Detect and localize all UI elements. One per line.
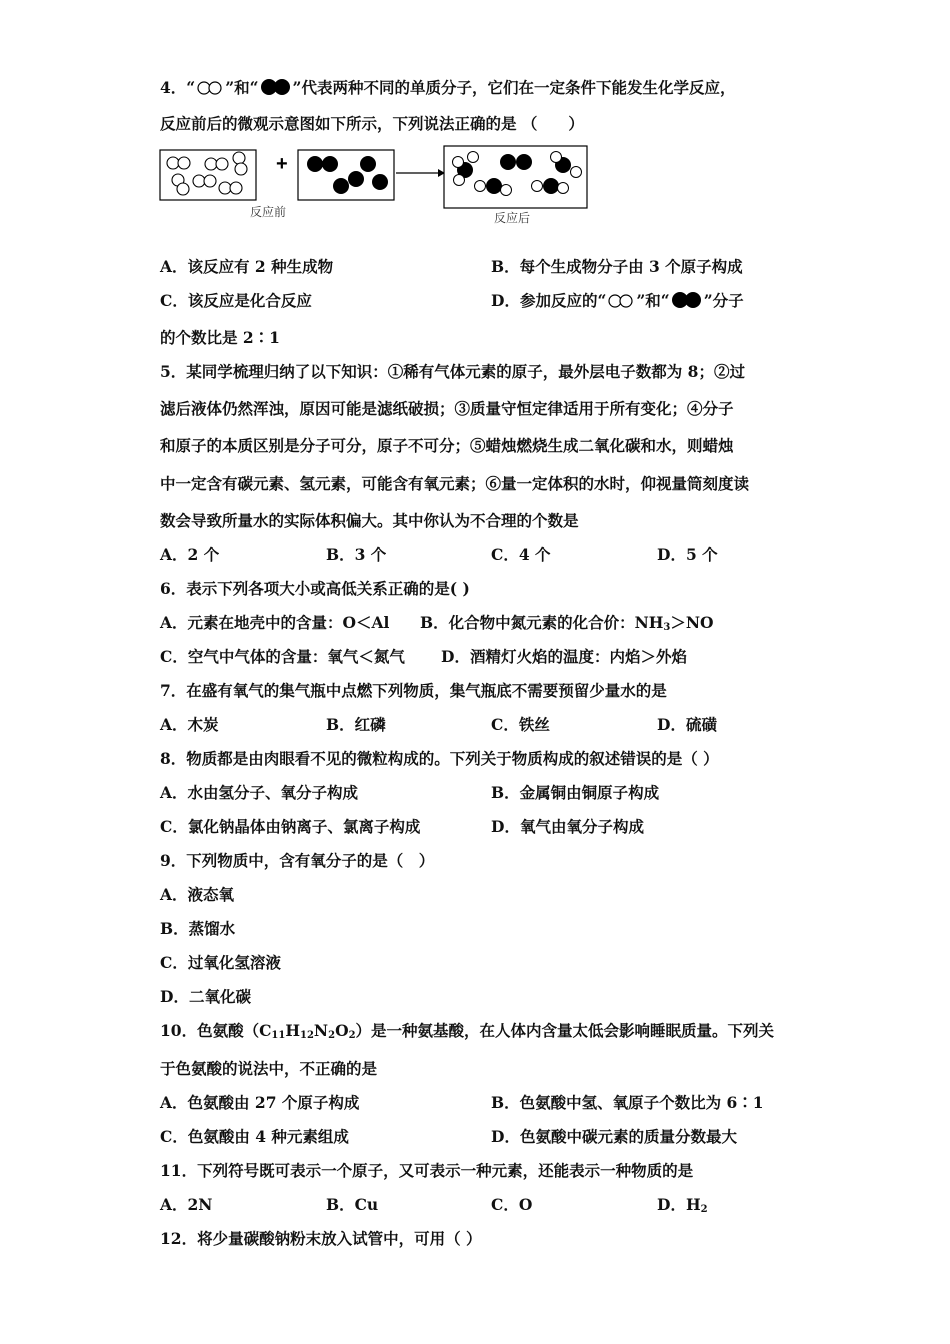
q6-stem: 6．表示下列各项大小或高低关系正确的是( ): [160, 579, 470, 598]
subscript: 2: [700, 1204, 708, 1215]
q7-option-c[interactable]: C．铁丝: [491, 715, 550, 734]
q11-option-c[interactable]: C．O: [491, 1195, 533, 1214]
q11-option-d-text: D．H: [657, 1195, 701, 1214]
q11-option-d[interactable]: [657, 1195, 708, 1215]
q9-option-b[interactable]: B．蒸馏水: [160, 919, 236, 938]
q9-option-a[interactable]: A．液态氧: [160, 885, 235, 904]
q10-option-a[interactable]: A．色氨酸由 27 个原子构成: [160, 1093, 360, 1112]
q7-stem: 7．在盛有氧气的集气瓶中点燃下列物质，集气瓶底不需要预留少量水的是: [160, 681, 667, 700]
q9-stem: 9．下列物质中，含有氧分子的是（ ）: [160, 851, 435, 870]
q10-line2: 于色氨酸的说法中，不正确的是: [160, 1059, 378, 1078]
subscript: 11: [271, 1030, 286, 1041]
q4-line1: [160, 78, 735, 98]
q4-line2: 反应前后的微观示意图如下所示，下列说法正确的是 （ ）: [160, 114, 584, 133]
q4-option-d-continued: 的个数比是 2∶1: [160, 328, 280, 347]
q4-option-d[interactable]: [491, 291, 744, 311]
after-label: 反应后: [494, 211, 531, 225]
q7-option-d[interactable]: D．硫磺: [657, 715, 717, 734]
q6-option-d[interactable]: D．酒精灯火焰的温度：内焰＞外焰: [441, 647, 687, 666]
black-molecule-icon: [259, 78, 293, 96]
q5-option-a[interactable]: A．2 个: [160, 545, 220, 564]
black-molecule-icon: [670, 291, 704, 309]
q8-option-c[interactable]: C．氯化钠晶体由钠离子、氯离子构成: [160, 817, 421, 836]
q6-option-a[interactable]: A．元素在地壳中的含量：O＜Al: [160, 613, 390, 632]
q4-option-c[interactable]: C．该反应是化合反应: [160, 291, 312, 310]
q8-stem: 8．物质都是由肉眼看不见的微粒构成的。下列关于物质构成的叙述错误的是（ ）: [160, 749, 719, 768]
q4-text: 4．“: [160, 78, 196, 97]
q6-option-b-text: B．化合物中氮元素的化合价：NH: [420, 613, 664, 632]
q10-text: ）是一种氨基酸，在人体内含量太低会影响睡眠质量。下列关: [355, 1021, 775, 1040]
q4-text: ”和“: [225, 78, 259, 97]
q7-option-a[interactable]: A．木炭: [160, 715, 219, 734]
q5-line: 5．某同学梳理归纳了以下知识：①稀有气体元素的原子，最外层电子数都为 8；②过: [160, 362, 745, 381]
q4-option-b[interactable]: B．每个生成物分子由 3 个原子构成: [491, 257, 743, 276]
q6-option-b-text: ＞NO: [670, 613, 714, 632]
q11-option-b[interactable]: B．Cu: [326, 1195, 379, 1214]
q5-option-b[interactable]: B．3 个: [326, 545, 387, 564]
before-label: 反应前: [250, 205, 287, 219]
q4-option-d-text: D．参加反应的“: [491, 291, 607, 310]
formula-element: H: [285, 1021, 300, 1040]
q5-line: 中一定含有碳元素、氢元素，可能含有氧元素；⑥量一定体积的水时，仰视量筒刻度读: [160, 474, 750, 493]
q10-option-c[interactable]: C．色氨酸由 4 种元素组成: [160, 1127, 349, 1146]
q12-stem: 12．将少量碳酸钠粉末放入试管中，可用（ ）: [160, 1229, 482, 1248]
q5-line: 滤后液体仍然浑浊，原因可能是滤纸破损；③质量守恒定律适用于所有变化；④分子: [160, 399, 734, 418]
q4-text: ”代表两种不同的单质分子，它们在一定条件下能发生化学反应，: [292, 78, 736, 97]
q5-option-d[interactable]: D．5 个: [657, 545, 718, 564]
q4-option-d-text: ”和“: [636, 291, 670, 310]
q8-option-b[interactable]: B．金属铜由铜原子构成: [491, 783, 660, 802]
q9-option-c[interactable]: C．过氧化氢溶液: [160, 953, 281, 972]
q5-line: 数会导致所量水的实际体积偏大。其中你认为不合理的个数是: [160, 511, 579, 530]
q4-option-d-text: ”分子: [703, 291, 744, 310]
subscript: 2: [348, 1030, 356, 1041]
q6-option-b[interactable]: [420, 613, 714, 633]
formula-element: O: [335, 1021, 349, 1040]
white-molecule-icon: [195, 80, 225, 96]
q6-option-c[interactable]: C．空气中气体的含量：氧气＜氮气: [160, 647, 405, 666]
q8-option-d[interactable]: D．氧气由氧分子构成: [491, 817, 644, 836]
q10-option-b[interactable]: B．色氨酸中氢、氧原子个数比为 6∶1: [491, 1093, 764, 1112]
q11-option-a[interactable]: A．2N: [160, 1195, 213, 1214]
q11-stem: 11．下列符号既可表示一个原子，又可表示一种元素，还能表示一种物质的是: [160, 1161, 694, 1180]
q10-text: 10．色氨酸（C: [160, 1021, 272, 1040]
subscript: 12: [300, 1030, 314, 1041]
formula-element: N: [313, 1021, 329, 1040]
q4-option-a[interactable]: A．该反应有 2 种生成物: [160, 257, 334, 276]
q10-stem: [160, 1021, 774, 1041]
q7-option-b[interactable]: B．红磷: [326, 715, 386, 734]
q8-option-a[interactable]: A．水由氢分子、氧分子构成: [160, 783, 359, 802]
q9-option-d[interactable]: D．二氧化碳: [160, 987, 251, 1006]
q5-option-c[interactable]: C．4 个: [491, 545, 551, 564]
white-molecule-icon: [606, 293, 636, 309]
q5-line: 和原子的本质区别是分子可分，原子不可分；⑤蜡烛燃烧生成二氧化碳和水，则蜡烛: [160, 436, 734, 455]
plus-sign: +: [276, 153, 288, 175]
reaction-diagram: [158, 142, 598, 234]
subscript: 3: [663, 622, 671, 633]
q10-option-d[interactable]: D．色氨酸中碳元素的质量分数最大: [491, 1127, 737, 1146]
subscript: 2: [328, 1030, 336, 1041]
